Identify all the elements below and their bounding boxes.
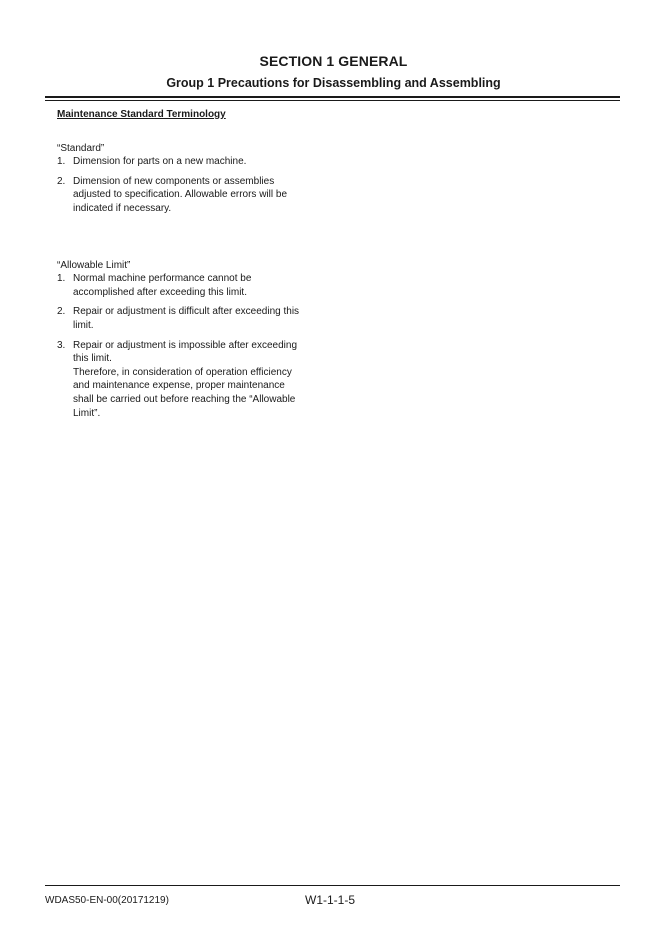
list-text-line: Limit”.: [73, 407, 101, 419]
section-title: SECTION 1 GENERAL: [259, 53, 408, 69]
term-allowable-limit: “Allowable Limit”: [57, 259, 131, 271]
list-item: [57, 155, 322, 169]
list-text-line: Normal machine performance cannot be: [73, 273, 252, 285]
term-standard: “Standard”: [57, 142, 105, 154]
list-item: [57, 272, 322, 299]
content-column: [57, 108, 322, 426]
standard-list: [57, 155, 322, 215]
header-rule-thick: [45, 96, 620, 98]
footer-rule: [45, 885, 620, 886]
list-number: 2.: [57, 175, 66, 187]
list-item: [57, 175, 322, 216]
list-text-line: adjusted to specification. Allowable errors will be: [73, 189, 287, 201]
allowable-limit-list: [57, 272, 322, 420]
list-text-line: shall be carried out before reaching the “Allowable: [73, 393, 296, 405]
list-text-line: Dimension of new components or assemblies: [73, 175, 275, 187]
allowable-limit-block: [57, 259, 322, 421]
list-text-line: limit.: [73, 319, 94, 331]
list-number: 3.: [57, 339, 66, 351]
list-text-line: Therefore, in consideration of operation efficiency: [73, 366, 292, 378]
document-code: WDAS50-EN-00(20171219): [45, 895, 169, 906]
list-item: [57, 305, 322, 332]
list-number: 1.: [57, 156, 66, 168]
list-text-line: this limit.: [73, 353, 112, 365]
standard-block: [57, 142, 322, 216]
group-title: Group 1 Precautions for Disassembling and Assembling: [166, 76, 501, 90]
list-number: 1.: [57, 273, 66, 285]
list-text-line: Repair or adjustment is difficult after exceeding this: [73, 306, 300, 318]
header-rule-thin: [45, 100, 620, 101]
subheading: Maintenance Standard Terminology: [57, 109, 226, 120]
spacer: [57, 222, 322, 259]
list-text-line: and maintenance expense, proper maintenance: [73, 380, 285, 392]
list-text-line: accomplished after exceeding this limit.: [73, 286, 247, 298]
list-item: [57, 339, 322, 421]
list-text-line: Repair or adjustment is impossible after exceeding: [73, 339, 297, 351]
page-number: W1-1-1-5: [305, 893, 356, 907]
list-text-line: Dimension for parts on a new machine.: [73, 156, 247, 168]
list-number: 2.: [57, 306, 66, 318]
list-text-line: indicated if necessary.: [73, 202, 172, 214]
